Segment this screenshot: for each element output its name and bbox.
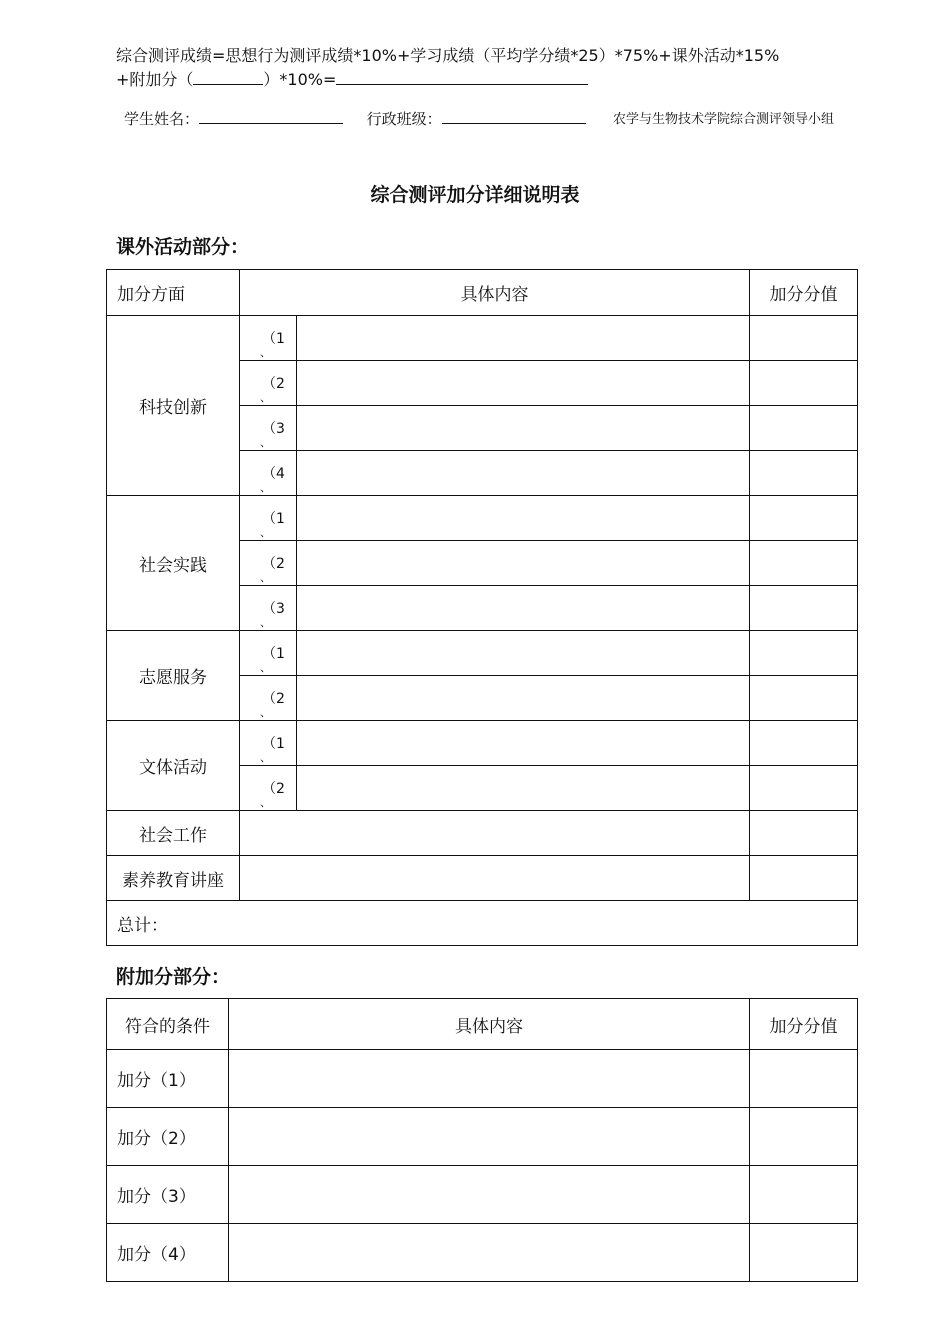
table-row (107, 631, 858, 676)
item-number-label: （2 (262, 376, 285, 392)
item-number (240, 496, 297, 541)
additional-score-blank[interactable] (193, 68, 263, 85)
category-cell: 科技创新 (107, 316, 240, 496)
student-name-field[interactable] (199, 109, 343, 124)
points-cell[interactable] (750, 721, 858, 766)
item-number (240, 631, 297, 676)
item-number-label: （2 (262, 691, 285, 707)
points-cell[interactable] (750, 406, 858, 451)
category-cell: 文体活动 (107, 721, 240, 811)
item-number-label: （1 (262, 511, 285, 527)
item-number-tick: 、 (260, 436, 271, 449)
points-cell[interactable] (750, 1108, 858, 1166)
item-number-tick: 、 (260, 391, 271, 404)
score-formula (116, 44, 856, 92)
table-row (107, 811, 858, 856)
student-info (124, 108, 586, 130)
item-number-tick: 、 (260, 346, 271, 359)
table-row (107, 1050, 858, 1108)
content-cell[interactable] (297, 451, 750, 496)
header-points: 加分分值 (750, 270, 858, 316)
content-cell[interactable] (297, 316, 750, 361)
item-number-label: （1 (262, 331, 285, 347)
item-number (240, 361, 297, 406)
category-cell: 社会实践 (107, 496, 240, 631)
content-cell[interactable] (297, 676, 750, 721)
page-title: 综合测评加分详细说明表 (370, 184, 580, 206)
table-row (107, 316, 858, 361)
additional-heading: 附加分部分： (116, 966, 231, 988)
organization-name: 农学与生物技术学院综合测评领导小组 (612, 112, 834, 127)
header-condition: 符合的条件 (107, 999, 229, 1050)
item-number (240, 586, 297, 631)
content-cell[interactable] (297, 631, 750, 676)
category-cell: 素养教育讲座 (107, 856, 240, 901)
item-number-label: （2 (262, 556, 285, 572)
content-cell[interactable] (297, 766, 750, 811)
table-row (107, 496, 858, 541)
content-cell[interactable] (297, 496, 750, 541)
item-number-label: （3 (262, 421, 285, 437)
points-cell[interactable] (750, 631, 858, 676)
item-number (240, 316, 297, 361)
item-number (240, 766, 297, 811)
item-number-tick: 、 (260, 706, 271, 719)
extracurricular-heading: 课外活动部分： (116, 236, 250, 258)
item-number (240, 541, 297, 586)
content-cell[interactable] (229, 1166, 750, 1224)
class-label: 行政班级： (366, 110, 442, 128)
extracurricular-table (106, 269, 858, 946)
item-number (240, 676, 297, 721)
content-cell[interactable] (229, 1108, 750, 1166)
points-cell[interactable] (750, 1166, 858, 1224)
item-number-tick: 、 (260, 571, 271, 584)
points-cell[interactable] (750, 811, 858, 856)
item-number-tick: 、 (260, 796, 271, 809)
item-number (240, 721, 297, 766)
condition-cell: 加分（1） (107, 1050, 229, 1108)
item-number-label: （1 (262, 736, 285, 752)
points-cell[interactable] (750, 361, 858, 406)
item-number-label: （3 (262, 601, 285, 617)
header-content: 具体内容 (240, 270, 750, 316)
points-cell[interactable] (750, 586, 858, 631)
total-label: 总计： (107, 901, 858, 946)
table-row (107, 721, 858, 766)
content-cell[interactable] (297, 406, 750, 451)
category-cell: 社会工作 (107, 811, 240, 856)
points-cell[interactable] (750, 451, 858, 496)
item-number-tick: 、 (260, 481, 271, 494)
points-cell[interactable] (750, 676, 858, 721)
condition-cell: 加分（3） (107, 1166, 229, 1224)
item-number-tick: 、 (260, 616, 271, 629)
content-cell[interactable] (240, 856, 750, 901)
total-score-blank[interactable] (336, 68, 588, 85)
item-number-label: （1 (262, 646, 285, 662)
header-category: 加分方面 (107, 270, 240, 316)
points-cell[interactable] (750, 1050, 858, 1108)
item-number-label: （2 (262, 781, 285, 797)
content-cell[interactable] (240, 811, 750, 856)
condition-cell: 加分（4） (107, 1224, 229, 1282)
content-cell[interactable] (297, 541, 750, 586)
item-number-tick: 、 (260, 526, 271, 539)
content-cell[interactable] (297, 721, 750, 766)
additional-table (106, 998, 858, 1282)
content-cell[interactable] (297, 586, 750, 631)
class-field[interactable] (442, 109, 586, 124)
table-row (107, 1108, 858, 1166)
item-number-tick: 、 (260, 661, 271, 674)
student-name-label: 学生姓名： (124, 110, 200, 128)
item-number-label: （4 (262, 466, 285, 482)
points-cell[interactable] (750, 316, 858, 361)
table-row (107, 856, 858, 901)
points-cell[interactable] (750, 766, 858, 811)
formula-line-2-prefix: +附加分（ (116, 70, 194, 89)
formula-line-2 (116, 68, 856, 92)
table-row (107, 1166, 858, 1224)
formula-line-2-mid: ）*10%= (263, 70, 337, 89)
points-cell[interactable] (750, 856, 858, 901)
content-cell[interactable] (229, 1050, 750, 1108)
item-number (240, 451, 297, 496)
points-cell[interactable] (750, 1224, 858, 1282)
condition-cell: 加分（2） (107, 1108, 229, 1166)
content-cell[interactable] (229, 1224, 750, 1282)
table-row (107, 1224, 858, 1282)
formula-line-1: 综合测评成绩=思想行为测评成绩*10%+学习成绩（平均学分绩*25）*75%+课外活动*15% (116, 46, 780, 65)
category-cell: 志愿服务 (107, 631, 240, 721)
item-number (240, 406, 297, 451)
points-cell[interactable] (750, 541, 858, 586)
points-cell[interactable] (750, 496, 858, 541)
header-points: 加分分值 (750, 999, 858, 1050)
header-content: 具体内容 (229, 999, 750, 1050)
total-row (107, 901, 858, 946)
item-number-tick: 、 (260, 751, 271, 764)
content-cell[interactable] (297, 361, 750, 406)
